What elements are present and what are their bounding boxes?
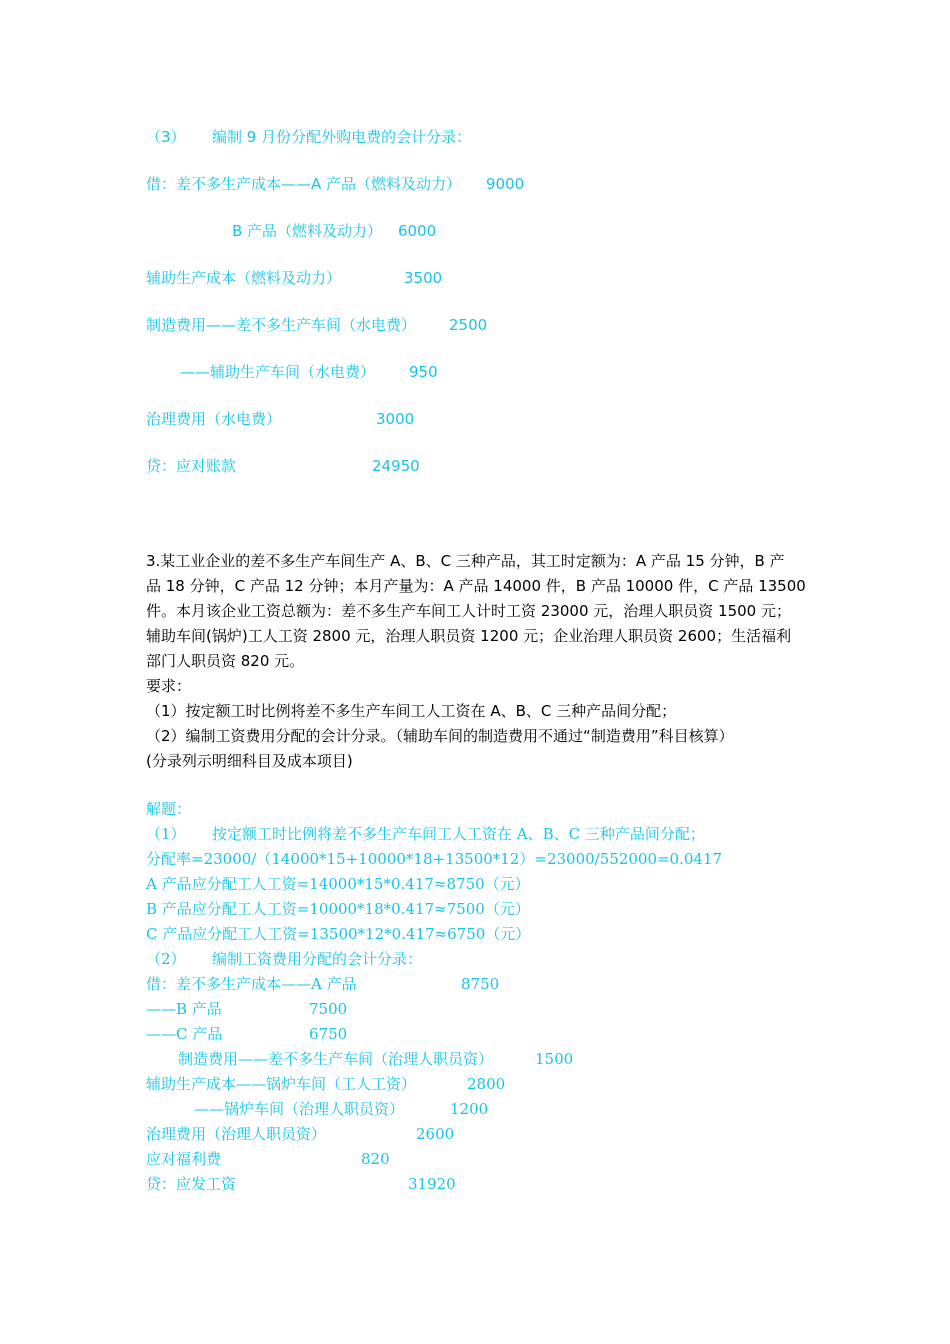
problem-requirement: （1）按定额工时比例将差不多生产车间工人工资在 A、B、C 三种产品间分配；	[146, 702, 677, 720]
entry-amount: 1500	[535, 1050, 574, 1068]
entry-label: 应对福利费	[146, 1150, 222, 1168]
problem-requirements-label: 要求：	[146, 677, 192, 695]
calc-line: C 产品应分配工人工资=13500*12*0.417≈6750（元）	[146, 925, 531, 943]
calc-line: B 产品应分配工人工资=10000*18*0.417≈7500（元）	[146, 900, 530, 918]
calc-line: A 产品应分配工人工资=14000*15*0.417≈8750（元）	[146, 875, 530, 893]
entry-amount: 3000	[376, 410, 415, 428]
entry-label: 制造费用——差不多生产车间（治理人职员资）	[178, 1050, 494, 1068]
entry-label: 借：差不多生产成本——A 产品（燃料及动力）	[146, 175, 462, 193]
entry-amount: 31920	[408, 1175, 456, 1193]
solution-step1-number: （1）	[146, 825, 186, 843]
entry-amount: 2500	[449, 316, 488, 334]
entry-label: 治理费用（治理人职员资）	[146, 1125, 327, 1143]
entry-amount: 2800	[467, 1075, 506, 1093]
entry-label: 治理费用（水电费）	[146, 410, 282, 428]
problem-requirement: （2）编制工资费用分配的会计分录。（辅助车间的制造费用不通过“制造费用”科目核算）	[146, 727, 734, 745]
entry-label: 贷：应发工资	[146, 1175, 237, 1193]
problem-line: 3.某工业企业的差不多生产车间生产 A、B、C 三种产品，其工时定额为：A 产品 15 分钟，B 产	[146, 552, 785, 570]
entry-amount: 24950	[372, 457, 420, 475]
entry-label: B 产品（燃料及动力）	[232, 222, 383, 240]
solution-step2-text: 编制工资费用分配的会计分录：	[212, 950, 423, 968]
solution-step1-text: 按定额工时比例将差不多生产车间工人工资在 A、B、C 三种产品间分配；	[212, 825, 705, 843]
calc-line: 分配率=23000/（14000*15+10000*18+13500*12）=23000/552000=0.0417	[146, 850, 723, 868]
entry-label: 辅助生产成本——锅炉车间（工人工资）	[146, 1075, 417, 1093]
entry-label: 贷：应对账款	[146, 457, 237, 475]
entry-amount: 8750	[461, 975, 500, 993]
entry-amount: 3500	[404, 269, 443, 287]
entry-amount: 2600	[416, 1125, 455, 1143]
section1-heading-number: （3）	[146, 128, 186, 146]
entry-amount: 950	[409, 363, 438, 381]
problem-line: 品 18 分钟，C 产品 12 分钟；本月产量为：A 产品 14000 件，B 产品 10000 件，C 产品 13500	[146, 577, 806, 595]
entry-amount: 820	[361, 1150, 390, 1168]
solution-step2-number: （2）	[146, 950, 186, 968]
entry-label: 借：差不多生产成本——A 产品	[146, 975, 357, 993]
problem-line: 辅助车间(锅炉)工人工资 2800 元，治理人职员资 1200 元；企业治理人职员资 2600；生活福利	[146, 627, 792, 645]
problem-line: 部门人职员资 820 元。	[146, 652, 305, 670]
entry-amount: 6000	[398, 222, 437, 240]
entry-label: ——B 产品	[146, 1000, 222, 1018]
entry-label: 制造费用——差不多生产车间（水电费）	[146, 316, 417, 334]
problem-line: 件。本月该企业工资总额为：差不多生产车间工人计时工资 23000 元，治理人职员资 1500 元；	[146, 602, 791, 620]
entry-label: ——C 产品	[146, 1025, 223, 1043]
entry-amount: 7500	[309, 1000, 348, 1018]
entry-amount: 6750	[309, 1025, 348, 1043]
section1-heading-text: 编制 9 月份分配外购电费的会计分录：	[212, 128, 472, 146]
entry-amount: 9000	[486, 175, 525, 193]
entry-label: 辅助生产成本（燃料及动力）	[146, 269, 342, 287]
solution-title: 解题：	[146, 800, 192, 818]
problem-note: (分录列示明细科目及成本项目)	[146, 752, 353, 770]
entry-label: ——锅炉车间（治理人职员资）	[194, 1100, 405, 1118]
entry-label: ——辅助生产车间（水电费）	[180, 363, 376, 381]
entry-amount: 1200	[450, 1100, 489, 1118]
